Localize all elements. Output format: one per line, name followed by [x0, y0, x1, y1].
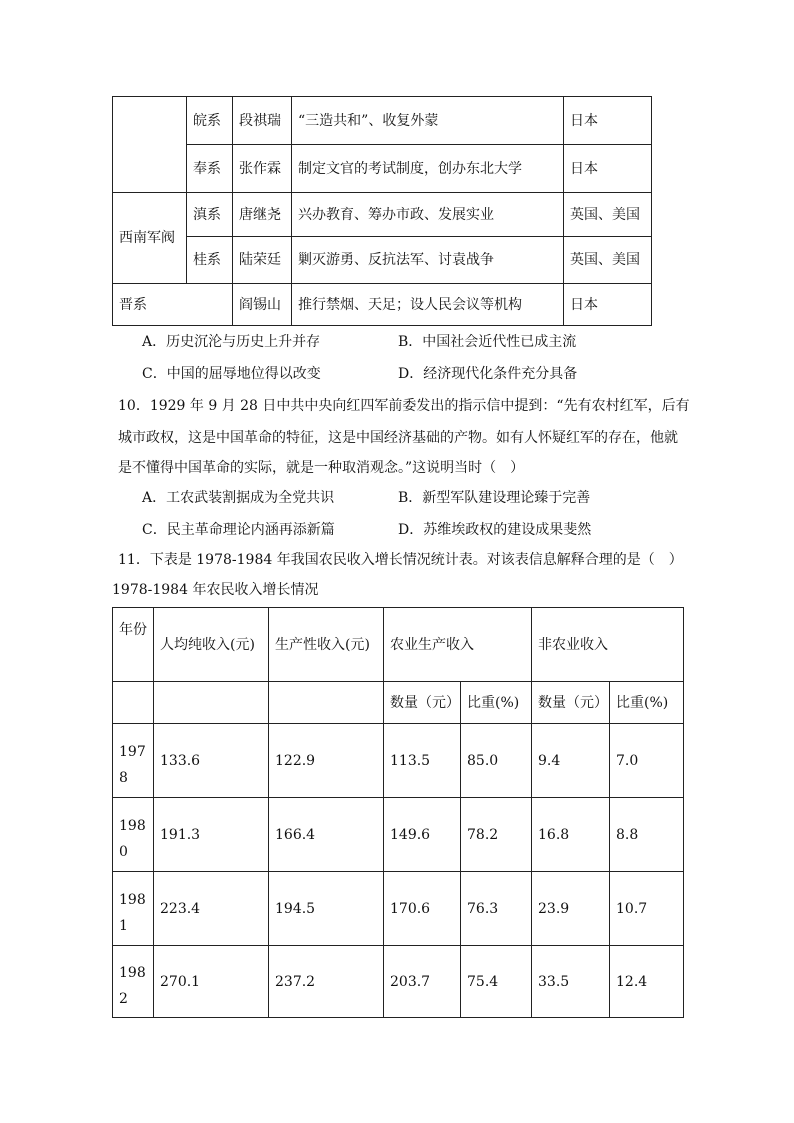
backer-cell: 日本: [564, 284, 652, 326]
q9-option-c[interactable]: C．中国的屈辱地位得以改变: [142, 366, 321, 382]
table-row: [113, 284, 652, 326]
agri-ratio-cell: 85.0: [461, 724, 532, 798]
group-cell: 晋系: [113, 284, 233, 326]
ratio-header: 比重(%): [461, 682, 532, 724]
productive-cell: 194.5: [269, 872, 384, 946]
productive-cell: 166.4: [269, 798, 384, 872]
non-amount-cell: 16.8: [532, 798, 610, 872]
productive-cell: 237.2: [269, 946, 384, 1018]
table-row: [113, 237, 652, 284]
q9-option-d[interactable]: D．经济现代化条件充分具备: [398, 366, 578, 382]
leader-cell: 陆荣廷: [233, 237, 292, 284]
table-row: [113, 724, 684, 798]
leader-cell: 唐继尧: [233, 193, 292, 237]
table-row: [113, 145, 652, 193]
table-row: [113, 193, 652, 237]
q10-stem-line: 城市政权，这是中国革命的特征，这是中国经济基础的产物。如有人怀疑红军的存在，他就: [118, 430, 678, 446]
income-table: [112, 607, 684, 1018]
productive-header: 生产性收入(元): [269, 608, 384, 682]
per-capita-cell: 133.6: [154, 724, 269, 798]
leader-cell: 阎锡山: [233, 284, 292, 326]
q11-table-caption: 1978-1984 年农民收入增长情况: [112, 582, 319, 598]
leader-cell: 张作霖: [233, 145, 292, 193]
q10-option-c[interactable]: C．民主革命理论内涵再添新篇: [142, 522, 335, 538]
policy-cell: 兴办教育、筹办市政、发展实业: [292, 193, 564, 237]
q10-stem-line: 是不懂得中国革命的实际，就是一种取消观念。”这说明当时（ ）: [118, 460, 525, 476]
q9-option-b[interactable]: B．中国社会近代性已成主流: [398, 334, 577, 350]
table-cell: [154, 682, 269, 724]
non-ratio-cell: 7.0: [610, 724, 684, 798]
q10-option-a[interactable]: A．工农武装割据成为全党共识: [142, 490, 335, 506]
non-ratio-cell: 12.4: [610, 946, 684, 1018]
non-amount-cell: 23.9: [532, 872, 610, 946]
non-ratio-cell: 8.8: [610, 798, 684, 872]
faction-cell: 桂系: [187, 237, 233, 284]
agri-amount-cell: 149.6: [384, 798, 461, 872]
policy-cell: 剿灭游勇、反抗法军、讨袁战争: [292, 237, 564, 284]
year-cell: 1981: [113, 872, 154, 946]
productive-cell: 122.9: [269, 724, 384, 798]
amount-header: 数量（元）: [532, 682, 610, 724]
year-cell: 1982: [113, 946, 154, 1018]
agri-ratio-cell: 75.4: [461, 946, 532, 1018]
non-amount-cell: 9.4: [532, 724, 610, 798]
warlord-table: [112, 96, 652, 326]
year-cell: 1978: [113, 724, 154, 798]
backer-cell: 英国、美国: [564, 237, 652, 284]
amount-header: 数量（元）: [384, 682, 461, 724]
non-amount-cell: 33.5: [532, 946, 610, 1018]
agri-amount-cell: 170.6: [384, 872, 461, 946]
agri-ratio-cell: 76.3: [461, 872, 532, 946]
ratio-header: 比重(%): [610, 682, 684, 724]
policy-cell: 推行禁烟、天足；设人民会议等机构: [292, 284, 564, 326]
agri-amount-cell: 203.7: [384, 946, 461, 1018]
backer-cell: 日本: [564, 97, 652, 145]
faction-cell: 滇系: [187, 193, 233, 237]
year-cell: 1980: [113, 798, 154, 872]
table-row: [113, 798, 684, 872]
table-row: [113, 946, 684, 1018]
per-capita-cell: 270.1: [154, 946, 269, 1018]
per-capita-header: 人均纯收入(元): [154, 608, 269, 682]
table-cell: [113, 682, 154, 724]
q11-stem-line: 11．下表是 1978-1984 年我国农民收入增长情况统计表。对该表信息解释合理的是（ ）: [118, 552, 683, 568]
per-capita-cell: 223.4: [154, 872, 269, 946]
table-header-row: [113, 608, 684, 682]
nonagri-header: 非农业收入: [532, 608, 684, 682]
table-subheader-row: [113, 682, 684, 724]
agri-header: 农业生产收入: [384, 608, 532, 682]
leader-cell: 段祺瑞: [233, 97, 292, 145]
table-cell: [113, 97, 187, 193]
faction-cell: 皖系: [187, 97, 233, 145]
per-capita-cell: 191.3: [154, 798, 269, 872]
table-row: [113, 97, 652, 145]
table-cell: [269, 682, 384, 724]
agri-amount-cell: 113.5: [384, 724, 461, 798]
policy-cell: “三造共和”、收复外蒙: [292, 97, 564, 145]
q10-option-d[interactable]: D．苏维埃政权的建设成果斐然: [398, 522, 592, 538]
q9-option-a[interactable]: A．历史沉沦与历史上升并存: [142, 334, 321, 350]
agri-ratio-cell: 78.2: [461, 798, 532, 872]
q10-stem-line: 10．1929 年 9 月 28 日中共中央向红四军前委发出的指示信中提到：“先有农村红军，后有: [118, 398, 690, 414]
table-row: [113, 872, 684, 946]
backer-cell: 日本: [564, 145, 652, 193]
faction-cell: 奉系: [187, 145, 233, 193]
year-header: 年份: [113, 608, 154, 682]
non-ratio-cell: 10.7: [610, 872, 684, 946]
policy-cell: 制定文官的考试制度，创办东北大学: [292, 145, 564, 193]
group-cell: 西南军阀: [113, 193, 187, 284]
backer-cell: 英国、美国: [564, 193, 652, 237]
q10-option-b[interactable]: B．新型军队建设理论臻于完善: [398, 490, 591, 506]
